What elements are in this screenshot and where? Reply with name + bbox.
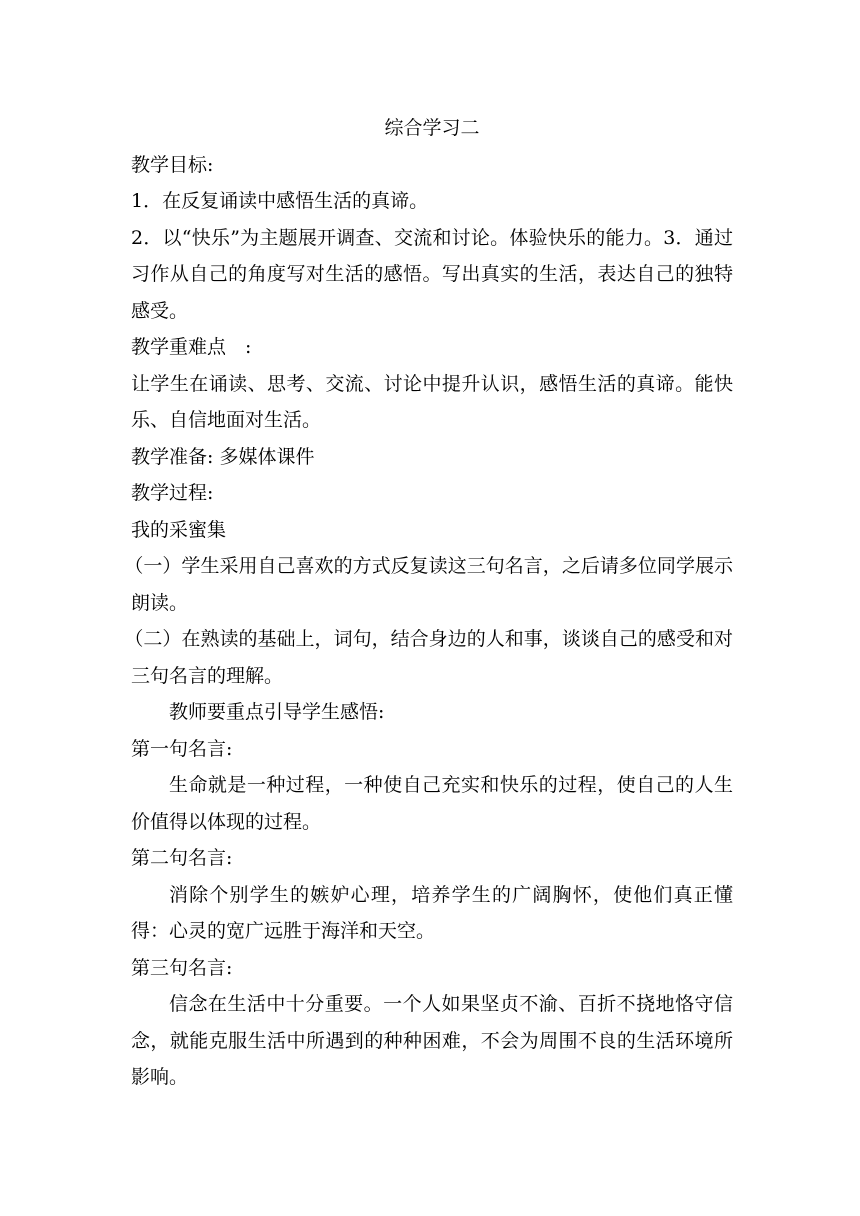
document-body (124, 110, 733, 1096)
quote-3-text: 信念在生活中十分重要。一个人如果坚贞不渝、百折不挠地恪守信念，就能克服生活中所遇到的种种困难，不会为周围不良的生活环境所影响。 (131, 993, 733, 1088)
quote-3-heading: 第三句名言: (131, 956, 233, 979)
quote-1-text: 生命就是一种过程，一种使自己充实和快乐的过程，使自己的人生价值得以体现的过程。 (131, 774, 733, 833)
objectives-heading: 教学目标: (131, 153, 214, 176)
quote-2-heading: 第二句名言: (131, 847, 233, 869)
teacher-guide: 教师要重点引导学生感悟: (169, 701, 385, 723)
objective-1: 1．在反复诵读中感悟生活的真谛。 (131, 190, 429, 212)
document-title: 综合学习二 (384, 117, 480, 139)
process-heading: 教学过程: (131, 482, 214, 504)
objective-2-3: 2．以“快乐”为主题展开调查、交流和讨论。体验快乐的能力。3．通过习作从自己的角度写对生活的感悟。写出真实的生活，表达自己的独特感受。 (131, 226, 733, 322)
key-points-text: 让学生在诵读、思考、交流、讨论中提升认识，感悟生活的真谛。能快乐、自信地面对生活。 (131, 372, 733, 431)
quote-2-text: 消除个别学生的嫉妒心理，培养学生的广阔胸怀，使他们真正懂得：心灵的宽广远胜于海洋和天空。 (131, 883, 733, 942)
section-title: 我的采蜜集 (131, 518, 227, 541)
quote-1-heading: 第一句名言: (131, 737, 233, 760)
key-points-heading: 教学重难点 : (131, 336, 252, 358)
preparation: 教学准备: 多媒体课件 (131, 445, 315, 468)
step-2: （二）在熟读的基础上，词句，结合身边的人和事，谈谈自己的感受和对三句名言的理解。 (124, 628, 733, 687)
step-1: （一）学生采用自己喜欢的方式反复读这三句名言，之后请多位同学展示朗读。 (124, 555, 733, 614)
